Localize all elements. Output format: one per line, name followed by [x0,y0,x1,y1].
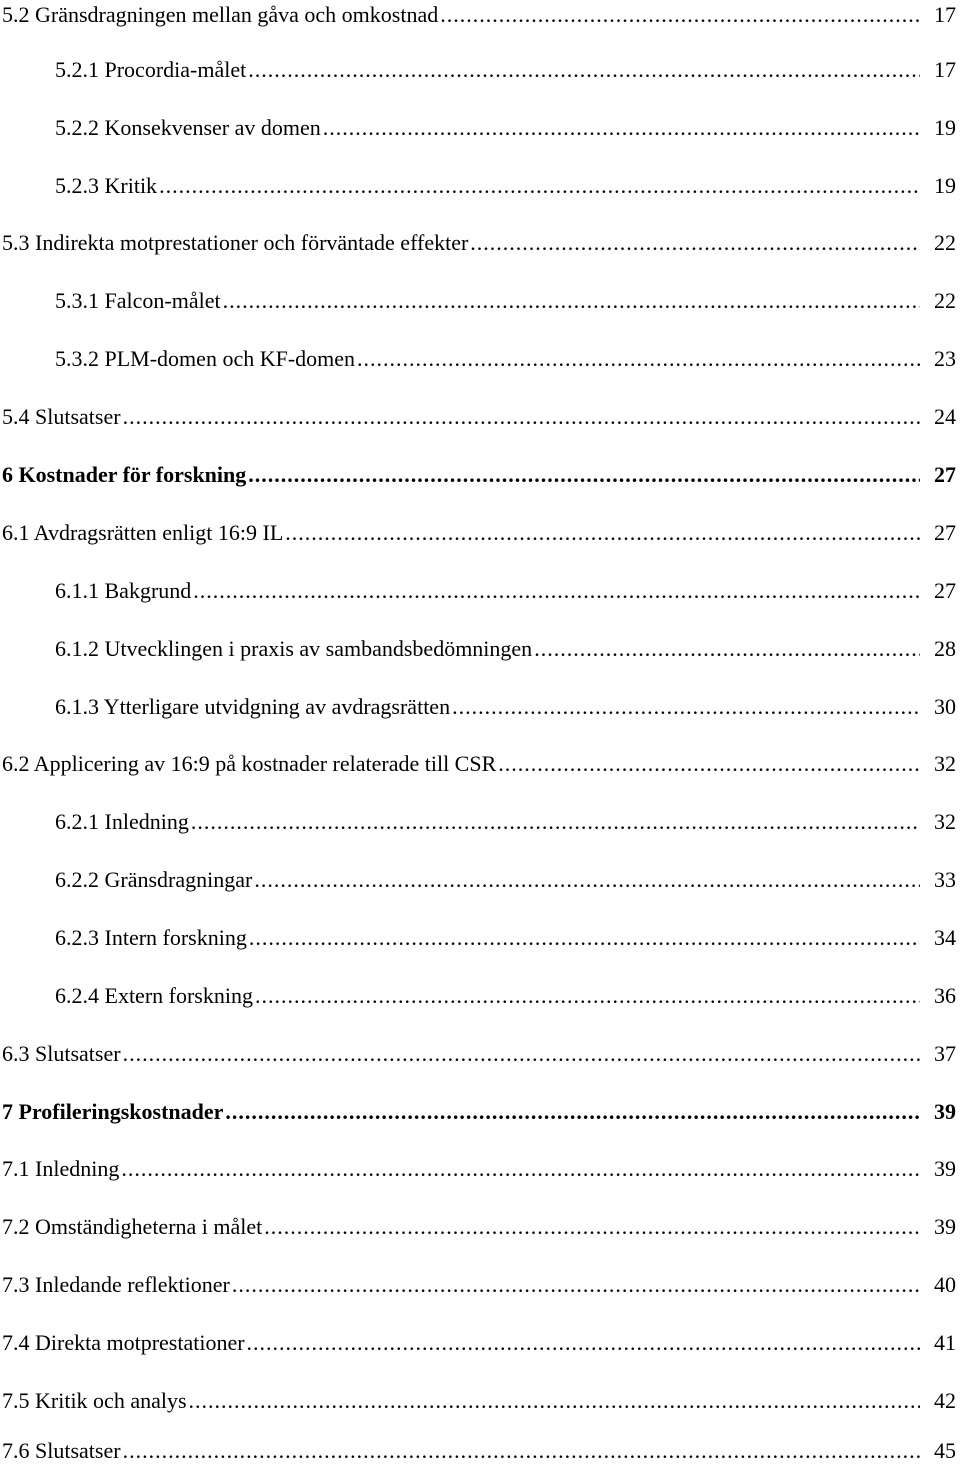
toc-entry[interactable] [0,1386,960,1416]
toc-entry-page: 19 [934,115,956,140]
toc-entry-page: 32 [934,809,956,834]
toc-entry[interactable] [0,228,960,258]
toc-entry-chapter[interactable] [0,1097,960,1127]
dot-leader [249,923,920,953]
toc-entry-page: 33 [934,867,956,892]
toc-entry-title: 5.3 Indirekta motprestationer och förväntade effekter [2,230,469,255]
toc-entry-page: 41 [934,1330,956,1355]
toc-entry[interactable] [0,865,960,895]
dot-leader [357,344,920,374]
toc-entry-title: 6.2.4 Extern forskning [55,983,253,1008]
toc-entry[interactable] [0,0,960,30]
dot-leader [223,286,920,316]
toc-entry-page: 22 [934,288,956,313]
toc-entry-page: 23 [934,346,956,371]
toc-entry-title: 5.2 Gränsdragningen mellan gåva och omkostnad [2,2,439,27]
toc-entry-page: 27 [934,578,956,603]
toc-entry[interactable] [0,286,960,316]
toc-entry-page: 24 [934,404,956,429]
toc-entry-page: 45 [934,1438,956,1463]
toc-entry-page: 19 [934,173,956,198]
dot-leader [285,518,920,548]
toc-entry-title: 6.2.1 Inledning [55,809,189,834]
dot-leader [452,692,920,722]
dot-leader [254,865,920,895]
toc-entry-page: 32 [934,751,956,776]
toc-entry-title: 5.3.2 PLM-domen och KF-domen [55,346,356,371]
dot-leader [248,55,920,85]
toc-entry-title: 7.2 Omständigheterna i målet [2,1214,263,1239]
toc-entry-title: 7.6 Slutsatser [2,1438,121,1463]
dot-leader [498,749,920,779]
dot-leader [255,981,920,1011]
dot-leader [470,228,920,258]
toc-entry-title: 6.2.2 Gränsdragningar [55,867,253,892]
toc-entry[interactable] [0,1212,960,1242]
toc-entry[interactable] [0,1436,960,1466]
toc-entry-page: 37 [934,1041,956,1066]
toc-entry-title: 6.1.1 Bakgrund [55,578,192,603]
dot-leader [248,460,920,490]
toc-entry[interactable] [0,171,960,201]
dot-leader [264,1212,920,1242]
toc-entry-title: 6.1.2 Utvecklingen i praxis av sambandsbedömningen [55,636,533,661]
toc-entry-page: 22 [934,230,956,255]
toc-entry[interactable] [0,923,960,953]
toc-entry-title: 7.4 Direkta motprestationer [2,1330,245,1355]
toc-entry[interactable] [0,113,960,143]
dot-leader [191,807,920,837]
toc-entry-title: 7 Profileringskostnader [2,1099,224,1124]
toc-entry-title: 6.1 Avdragsrätten enligt 16:9 IL [2,520,284,545]
dot-leader [123,1436,920,1466]
toc-entry-page: 27 [934,520,956,545]
toc-entry-title: 6.3 Slutsatser [2,1041,121,1066]
toc-entry[interactable] [0,1270,960,1300]
toc-entry-title: 7.5 Kritik och analys [2,1388,187,1413]
toc-entry-page: 27 [934,462,956,487]
toc-entry[interactable] [0,634,960,664]
toc-entry-title: 6 Kostnader för forskning [2,462,247,487]
dot-leader [323,113,920,143]
toc-entry-page: 30 [934,694,956,719]
dot-leader [193,576,920,606]
toc-entry-title: 7.1 Inledning [2,1156,120,1181]
toc-entry-page: 42 [934,1388,956,1413]
toc-entry-page: 34 [934,925,956,950]
dot-leader [121,1154,920,1184]
toc-entry-page: 36 [934,983,956,1008]
toc-entry-title: 6.2 Applicering av 16:9 på kostnader relaterade till CSR [2,751,497,776]
toc-entry-title: 5.2.2 Konsekvenser av domen [55,115,321,140]
toc-entry-page: 39 [934,1156,956,1181]
dot-leader [440,0,920,30]
toc-entry[interactable] [0,344,960,374]
dot-leader [123,1039,920,1069]
toc-entry[interactable] [0,518,960,548]
toc-entry-page: 28 [934,636,956,661]
dot-leader [225,1097,920,1127]
toc-entry[interactable] [0,1039,960,1069]
toc-entry[interactable] [0,807,960,837]
toc-entry-title: 7.3 Inledande reflektioner [2,1272,230,1297]
toc-entry[interactable] [0,1328,960,1358]
toc-entry[interactable] [0,576,960,606]
toc-entry-title: 5.2.1 Procordia-målet [55,57,247,82]
dot-leader [232,1270,920,1300]
toc-entry[interactable] [0,692,960,722]
toc-entry-page: 40 [934,1272,956,1297]
toc-entry-page: 39 [934,1099,956,1124]
toc-entry-page: 17 [934,2,956,27]
dot-leader [534,634,920,664]
toc-entry-title: 5.2.3 Kritik [55,173,158,198]
dot-leader [159,171,920,201]
toc-entry-title: 5.4 Slutsatser [2,404,121,429]
toc-entry[interactable] [0,981,960,1011]
toc-entry[interactable] [0,749,960,779]
dot-leader [123,402,920,432]
toc-entry-page: 17 [934,57,956,82]
toc-entry-chapter[interactable] [0,460,960,490]
toc-entry[interactable] [0,55,960,85]
toc-entry-page: 39 [934,1214,956,1239]
toc-entry[interactable] [0,1154,960,1184]
toc-entry[interactable] [0,402,960,432]
toc-entry-title: 6.2.3 Intern forskning [55,925,247,950]
dot-leader [247,1328,920,1358]
dot-leader [189,1386,920,1416]
toc-entry-title: 6.1.3 Ytterligare utvidgning av avdragsrätten [55,694,451,719]
toc-entry-title: 5.3.1 Falcon-målet [55,288,221,313]
